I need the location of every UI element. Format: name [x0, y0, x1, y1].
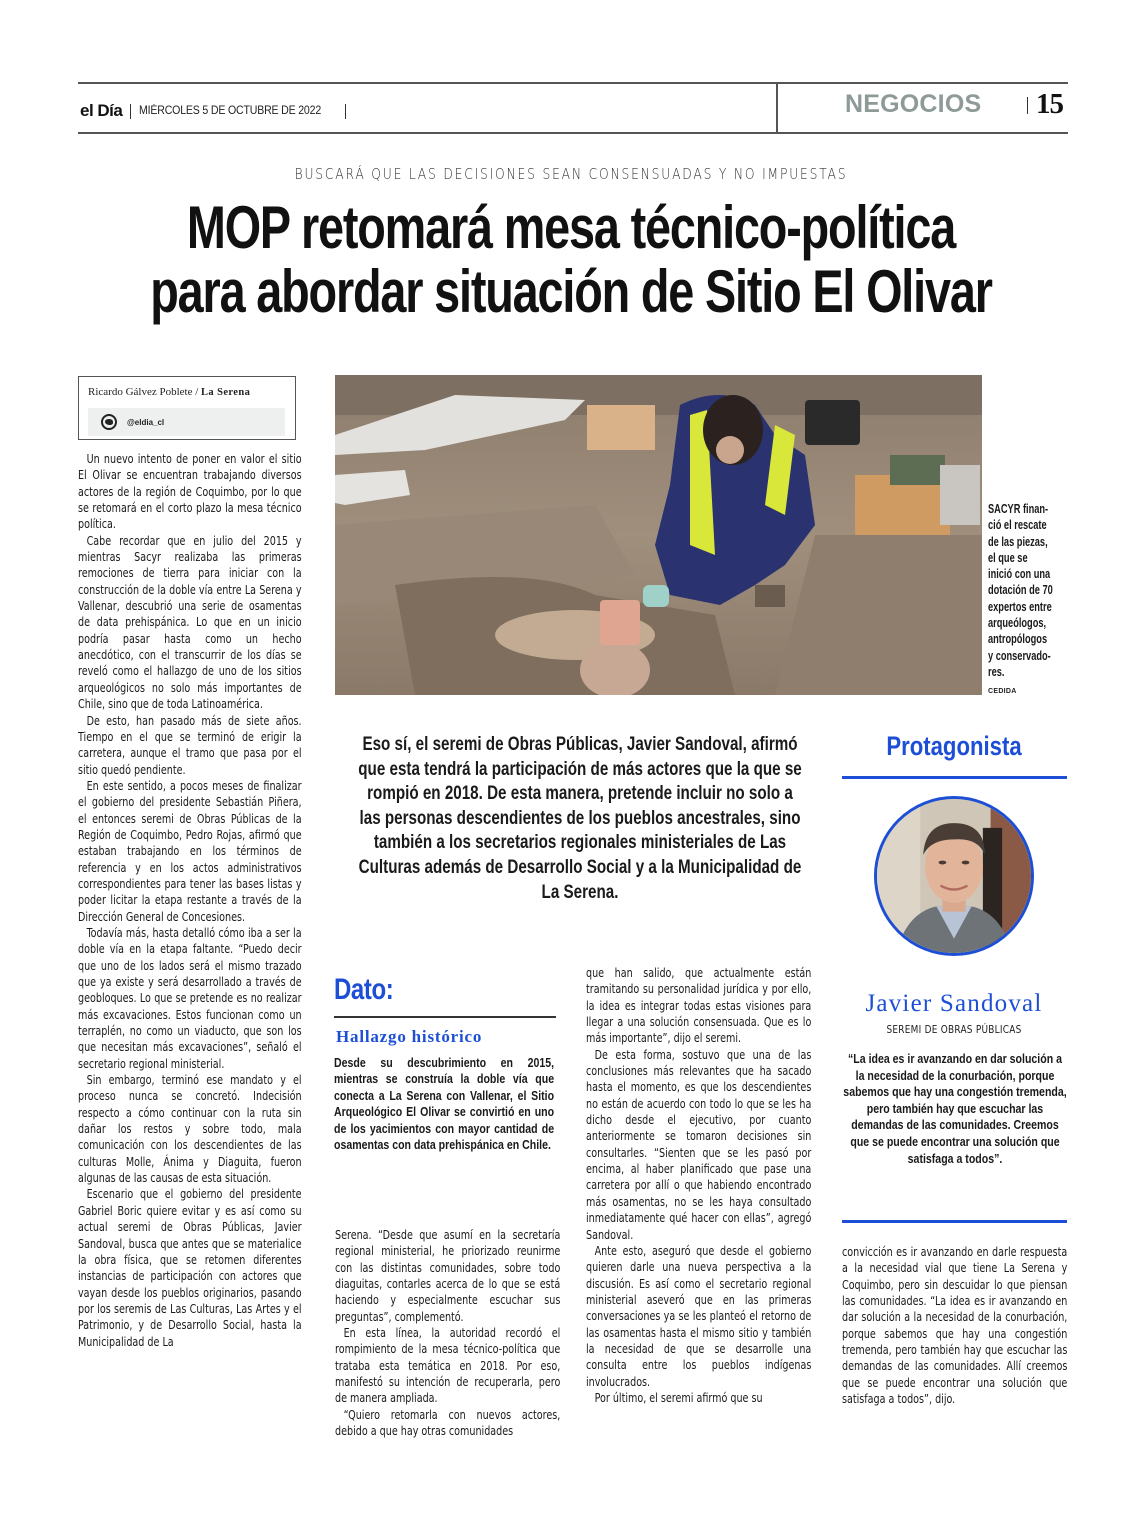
portrait-illustration [877, 799, 1031, 953]
paragraph: que han salido, que actualmente están tramitando su personalidad jurídica y por ello, la idea es integrar todas estas visiones para llegar a una solución consensuada. Que es lo más importante”, dijo el seremi. [586, 965, 812, 1046]
brand-logo: el Día [80, 101, 123, 120]
dato-rule [334, 1016, 556, 1018]
dato-subtitle: Hallazgo histórico [336, 1027, 483, 1046]
byline-box [78, 376, 296, 440]
separator [345, 104, 346, 119]
author-name: Ricardo Gálvez Poblete / [88, 386, 199, 398]
protagonista-rule [842, 776, 1067, 779]
caption-line: ció el rescate [988, 518, 1047, 533]
paragraph: Cabe recordar que en julio del 2015 y mientras Sacyr realizaba las primeras remociones de tierra para iniciar con la construcción de la doble vía entre La Serena y Vallenar, descubrió una serie de osamentas de data prehispánica. Lo que en un inicio podría pasar hasta como un hecho anecdótico, con el transcurrir de los días se reveló como el hallazgo de uno de los sitios arqueológicos no solo más importantes de Chile, sino que de toda Latinoamérica. [78, 532, 302, 712]
dato-text: Desde su descubrimiento en 2015, mientras se construía la doble vía que conecta a La Serena con Vallenar, el Sitio Arqueológico El Olivar se convirtió en uno de los yacimientos con mayor cantidad de osamentas con data prehispánica en Chile. [334, 1056, 555, 1153]
caption-line: de las piezas, [988, 534, 1048, 549]
caption-line: antropólogos [988, 632, 1048, 647]
issue-date: MIÉRCOLES 5 DE OCTUBRE DE 2022 [139, 105, 322, 117]
separator [1027, 97, 1028, 114]
caption-line: inició con una [988, 567, 1051, 582]
caption-line: dotación de 70 [988, 583, 1053, 598]
caption-line: expertos entre [988, 599, 1052, 614]
paragraph: De esta forma, sostuvo que una de las conclusiones más relevantes que ha sacado hasta el momento, es que los descendientes no están de acuerdo con todo lo que se les ha dicho desde el ejecutivo, por cuanto anteriormente se tomaron decisiones sin consultarles. “Sienten que se les pasó por encima, al haber planificado que pase una carretera por allí o que habiendo encontrado más osamentas, no se les haya consultado inmediatamente qué hacer con ellas”, agregó Sandoval. [586, 1046, 812, 1242]
paragraph: “Quiero retomarla con nuevos actores, debido a que hay otras comunidades [335, 1406, 561, 1439]
paragraph: Escenario que el gobierno del presidente Gabriel Boric quiere evitar y es así como su actual seremi de Obras Públicas, Javier Sandoval, busca que antes que se materialice la obra física, que se retomen diferentes instancias de participación con actores que vayan desde los pueblos originarios, pasando por los seremis de Las Culturas, Las Artes y el Patrimonio, y de Desarrollo Social, hasta la Municipalidad de La [78, 1186, 302, 1349]
header-bottom-rule [78, 132, 1068, 134]
pull-quote: Eso sí, el seremi de Obras Públicas, Javier Sandoval, afirmó que esta tendrá la participación de más actores que la que se rompió en 2018. De esta manera, pretende incluir no solo a las personas descendientes de los pueblos ancestrales, sino también a los secretarios regionales ministeriales de Las Culturas además de Desarrollo Social y a la Municipalidad de La Serena. [358, 734, 802, 903]
dato-title: Dato: [334, 973, 394, 1006]
excavation-photo [335, 375, 982, 695]
photo-illustration [335, 375, 982, 695]
article-column-3 [586, 965, 811, 1406]
photo-credit: CEDIDA [988, 688, 1017, 695]
caption-line: el que se [988, 550, 1028, 565]
headline-line: MOP retomará mesa técnico-política [186, 194, 956, 261]
twitter-icon [101, 414, 117, 430]
paragraph: Serena. “Desde que asumí en la secretaría regional ministerial, he priorizado reunirme con las distintas comunidades, sobre todo diaguitas, contarles acerca de lo que se está haciendo y especialmente escuchar sus preguntas”, complementó. [335, 1227, 561, 1324]
paragraph: En este sentido, a pocos meses de finalizar el gobierno del presidente Sebastián Piñera, el entonces seremi de Obras Públicas de la Región de Coquimbo, Pedro Rojas, afirmó que estaban trabajando en los términos de referencia y en los actos administrativos correspondientes para tener las bases listas y poder licitar la etapa restante a través de la Dirección General de Concesiones. [78, 777, 302, 924]
protagonista-bottom-rule [842, 1220, 1067, 1223]
paragraph: convicción es ir avanzando en darle respuesta a la necesidad vial que tiene La Serena y Coquimbo, pero sin descuidar lo que piensan las comunidades. “La idea es ir avanzando en dar solución a la necesidad de la conurbación, porque sabemos que hay una congestión tremenda, pero también hay que escuchar las demandas de las comunidades. Allí creemos que se puede encontrar una solución que satisfaga a todos”, dijo. [842, 1244, 1068, 1407]
protagonista-quote [842, 1051, 1067, 1167]
article-column-2 [335, 1227, 560, 1439]
caption-line: SACYR finan- [988, 502, 1049, 516]
kicker: BUSCARÁ QUE LAS DECISIONES SEAN CONSENSUADAS Y NO IMPUESTAS [294, 165, 848, 183]
byline-author [88, 386, 250, 398]
page-number: 15 [1036, 88, 1063, 120]
headline [126, 196, 1017, 324]
headline-line: para abordar situación de Sitio El Olivar [150, 258, 992, 325]
protagonista-name: Javier Sandoval [865, 990, 1043, 1017]
caption-line: y conservado- [988, 648, 1051, 663]
protagonista-title: Protagonista [886, 731, 1022, 761]
paragraph: En esta línea, la autoridad recordó el rompimiento de la mesa técnico-política que trataba esta temática en 2018. Por eso, manifestó su intención de recuperarla, pero de manera ampliada. [335, 1325, 561, 1406]
paragraph: Sin embargo, terminó ese mandato y el proceso nunca se concretó. Indecisión respecto a cómo continuar con la ruta sin dañar los restos y sobre todo, mala comunicación con los descendientes de las culturas Molle, Ánima y Diaguita, fueron algunas de las causas de esta situación. [78, 1072, 302, 1186]
section-name: NEGOCIOS [845, 90, 982, 118]
separator [130, 104, 131, 119]
photo-caption [988, 501, 1062, 680]
header-divider [776, 82, 778, 134]
author-location: La Serena [201, 387, 251, 398]
paragraph: Por último, el seremi afirmó que su [594, 1389, 763, 1405]
protagonista-role: SEREMI DE OBRAS PÚBLICAS [886, 1024, 1022, 1036]
twitter-handle-bar [88, 408, 285, 436]
twitter-handle[interactable]: @eldia_cl [127, 417, 165, 427]
paragraph: De esto, han pasado más de siete años. Tiempo en el que se terminó de erigir la carretera, aunque el tramo que pasa por el sitio quedó pendiente. [78, 712, 302, 777]
article-column-1 [78, 451, 302, 1350]
caption-line: arqueólogos, [988, 616, 1047, 631]
portrait-photo [874, 796, 1034, 956]
caption-line: res. [988, 664, 1005, 679]
quote-text: “La idea es ir avanzando en dar solución a la necesidad de la conurbación, porque sabemos que hay una congestión tremenda, pero también hay que escuchar las demandas de las comunidades. Creemos que se puede encontrar una solución que satisfaga a todos”. [843, 1052, 1067, 1166]
paragraph: Un nuevo intento de poner en valor el sitio El Olivar se encuentran trabajando diversos actores de la región de Coquimbo, por lo que se retomará en el corto plazo la mesa técnico política. [78, 451, 302, 532]
paragraph: Ante esto, aseguró que desde el gobierno quieren darle una nueva perspectiva a la discusión. Es así como el secretario regional ministerial aseveró que en las primeras conversaciones ya se les planteó el retorno de las osamentas hasta el mismo sitio y también la necesidad de que se desarrolle una consulta entre los pueblos indígenas involucrados. [586, 1242, 812, 1389]
header-top-rule [78, 82, 1068, 84]
masthead [80, 100, 346, 122]
paragraph: Todavía más, hasta detalló cómo iba a ser la doble vía en la etapa faltante. “Puedo decir que uno de los lados será el mismo trazado que ya existe y será desarrollado a través de geobloques. Lo que se pretende es no realizar más excavaciones. Estos funcionan como un terraplén, no como un viaducto, que son los que necesitan más excavaciones”, señaló el secretario regional ministerial. [78, 924, 302, 1071]
article-column-4 [842, 1244, 1067, 1407]
